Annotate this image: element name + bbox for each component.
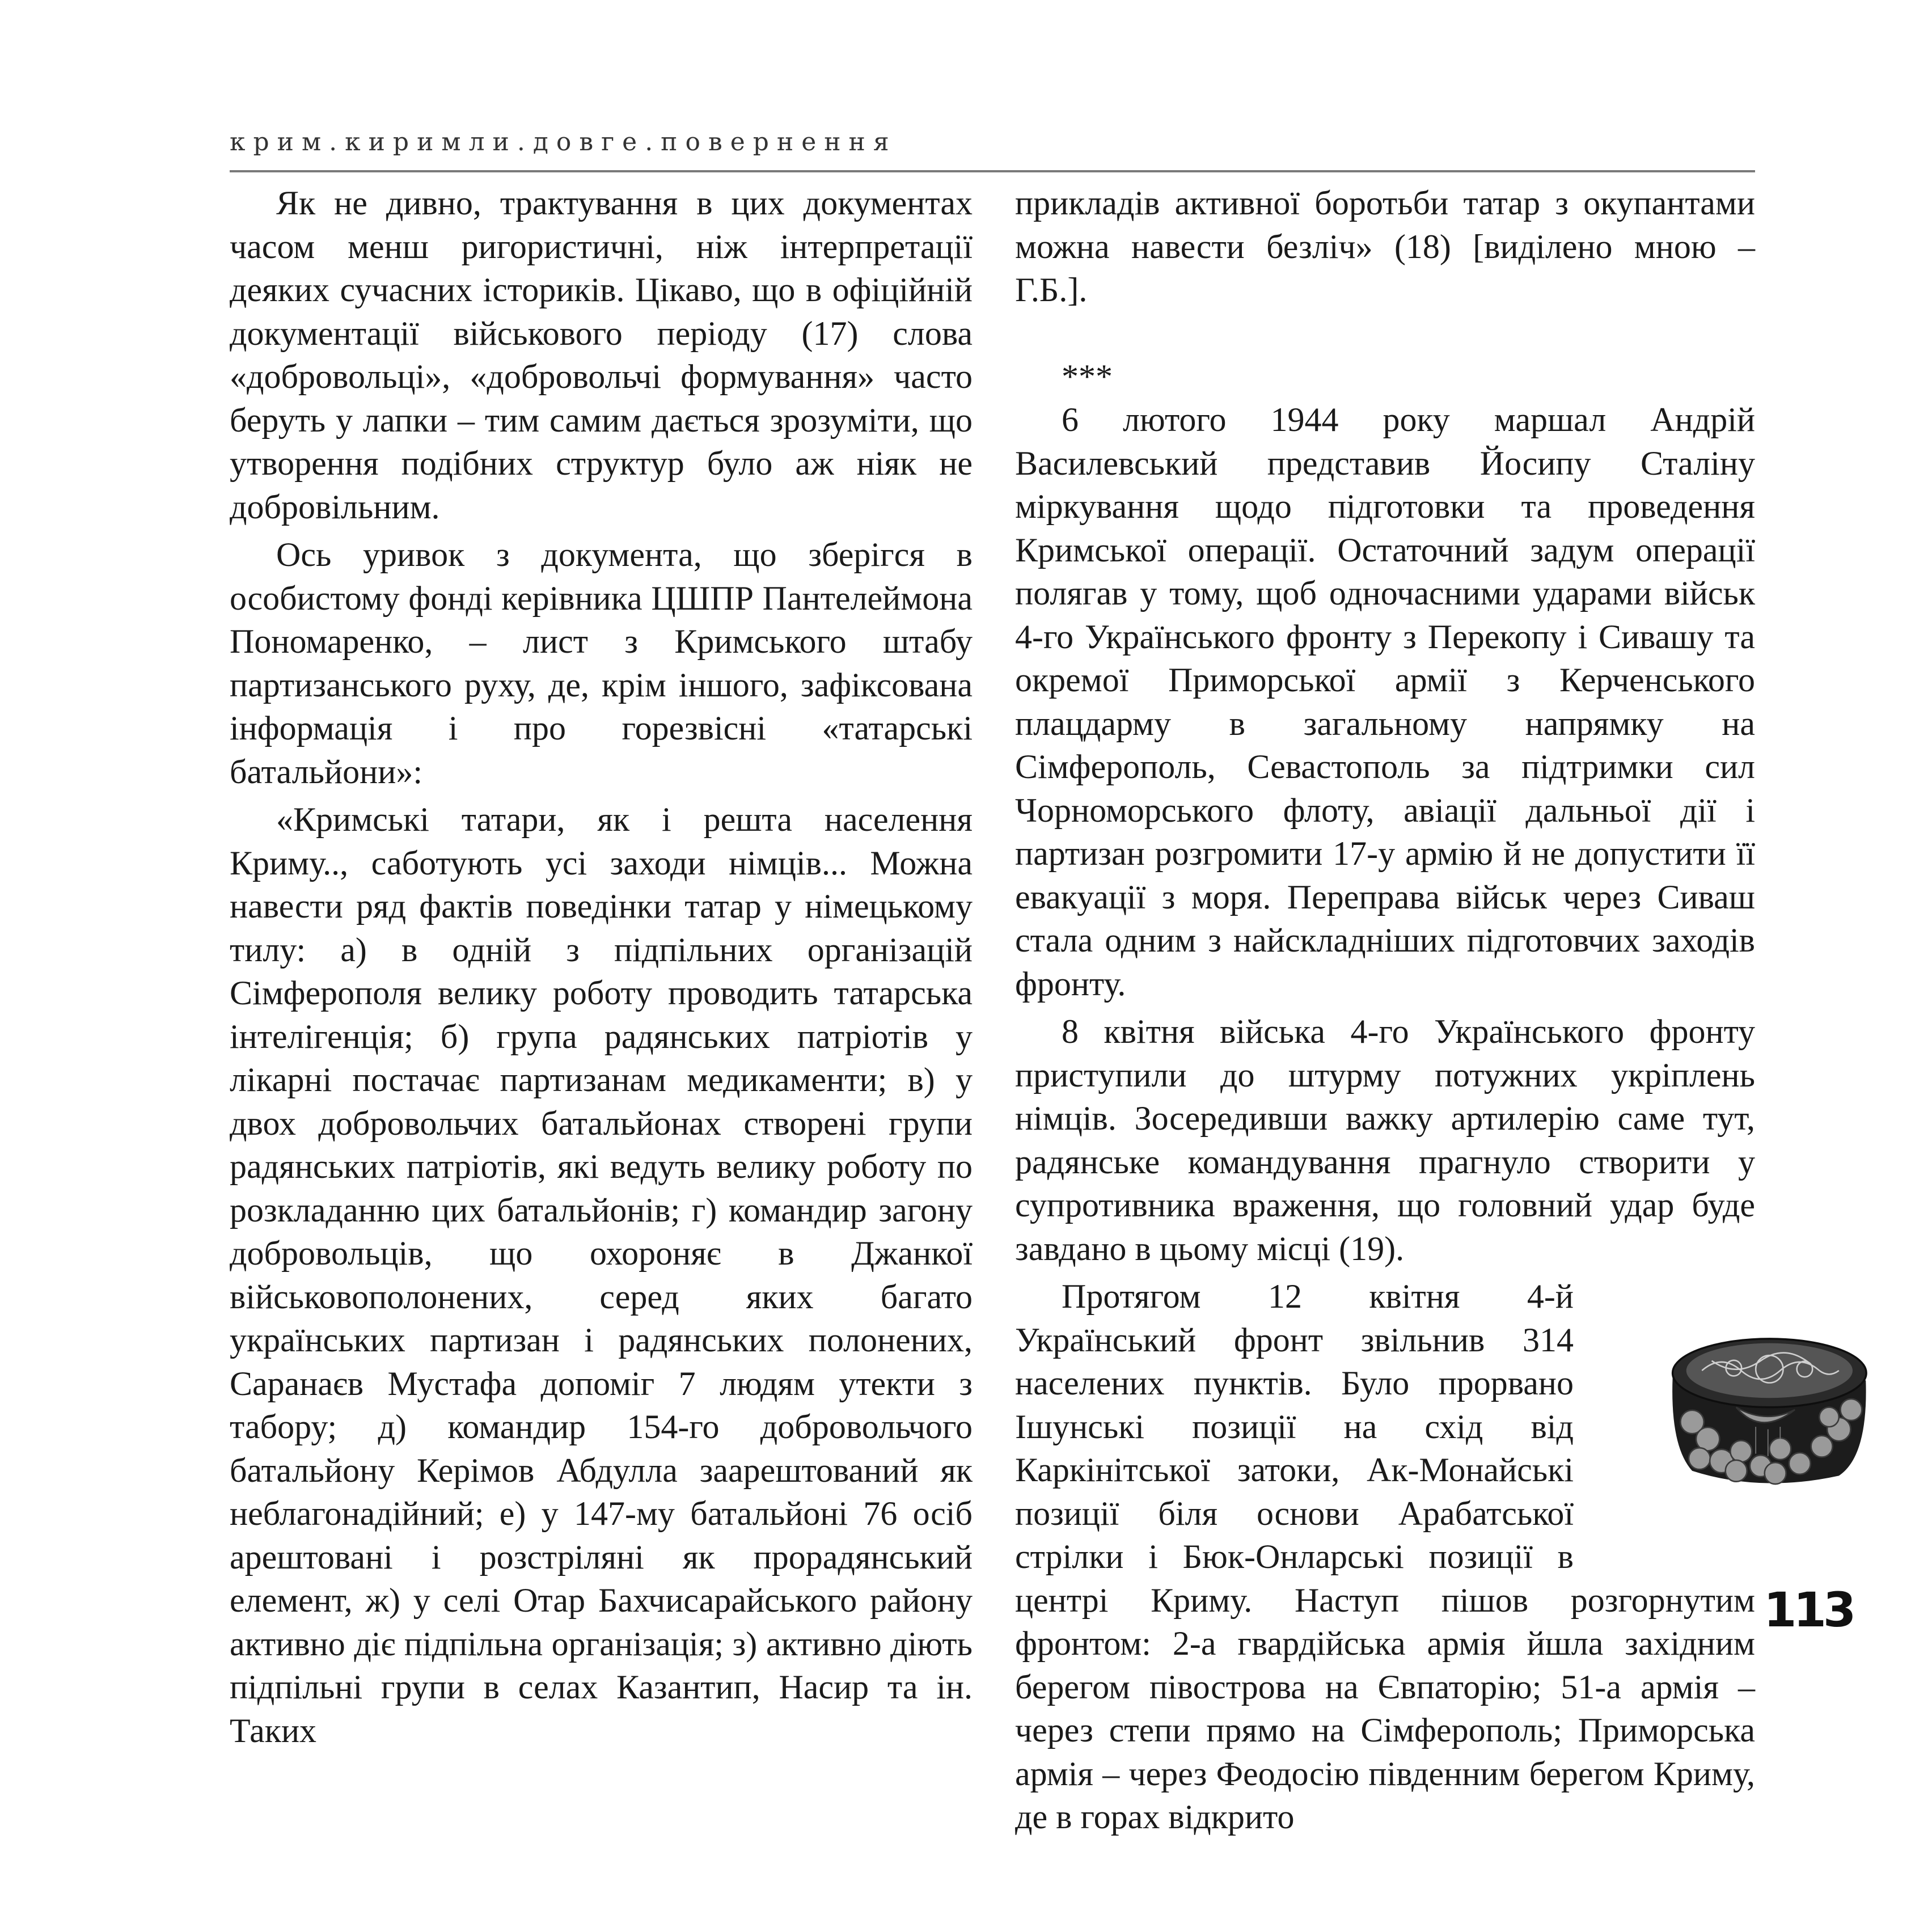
paragraph: Як не дивно, трактування в цих документах часом менш ригористичні, ніж інтерпретації деяких сучасних істориків. Цікаво, що в офіційній документації військового періоду (17) слова «добровольці», «добровольчі формування» часто беруть у лапки – тим самим дається зрозуміти, що утворення подібних структур було аж ніяк не добровільним. <box>230 184 973 526</box>
paragraph: 8 квітня війська 4-го Українського фронту приступили до штурму потужних укріплень німців. Зосередивши важку артилерію саме тут, радянське командування прагнуло створити у супротивника враження, що головний удар буде завдано в цьому місці (19). <box>1015 1013 1755 1267</box>
fez-hat-illustration <box>1659 1324 1897 1520</box>
section-separator: *** <box>1062 357 1113 395</box>
right-column <box>1015 181 1755 1839</box>
page-number: 113 <box>1764 1582 1853 1638</box>
paragraph-text: Протягом 12 квітня 4-й Український фронт звільнив 314 населених пунктів. Було прорвано Ішунські позиції на схід від Каркінітської затоки, Ак-Монайські позиції біля основи Арабатської стрілки і Бюк-Онларські позиції в центрі Криму. Наступ пішов розгорнутим фронтом: 2-а гвардійська армія йшла західним берегом півострова на Євпаторію; 51-а армія – через степи прямо на Сімферополь; Приморська армія – через Феодосію південним берегом Криму, де в горах відкрито <box>1015 1278 1755 1836</box>
paragraph-continuation: прикладів активної боротьби татар з окупантами можна навести безліч» (18) [виділено мною – Г.Б.]. <box>1015 184 1755 308</box>
header-rule <box>230 170 1755 172</box>
paragraph-with-illustration <box>1015 1275 1755 1839</box>
paragraph: Ось уривок з документа, що зберігся в особистому фонді керівника ЦШПР Пантелеймона Пономаренко, – лист з Кримського штабу партизанського руху, де, крім іншого, зафіксована інформація і про горезвісні «татарські батальйони»: <box>230 536 973 790</box>
quote-paragraph: «Кримські татари, як і решта населення Криму.., саботують усі заходи німців... Можна навести ряд фактів поведінки татар у німецькому тилу: а) в одній з підпільних організацій Сімферополя велику роботу проводить татарська інтелігенція; б) група радянських патріотів у лікарні постачає партизанам медикаменти; в) у двох добровольчих батальйонах створені групи радянських патріотів, які ведуть велику роботу по розкладанню цих батальйонів; г) командир загону добровольців, що охороняє в Джанкої військовополонених, серед яких багато українських партизан і радянських полонених, Саранаєв Мустафа допоміг 7 людям утекти з табору; д) командир 154-го добровольчого батальйону Керімов Абдулла заарештований як неблагонадійний; е) у 147-му батальйоні 76 осіб арештовані і розстріляні як прорадянський елемент, ж) у селі Отар Бахчисарайського району активно діє підпільна організація; з) активно діють підпільні групи в селах Казантип, Насир та ін. Таких <box>230 801 973 1749</box>
left-column <box>230 181 973 1752</box>
running-header: к р и м . к и р и м л и . д о в г е . п о в е р н е н н я <box>230 128 889 157</box>
paragraph: 6 лютого 1944 року маршал Андрій Василевський представив Йосипу Сталіну міркування щодо підготовки та проведення Кримської операції. Остаточний задум операції полягав у тому, щоб одночасними ударами військ 4-го Українського фронту з Перекопу і Сивашу та окремої Приморської армії з Керченського плацдарму в загальному напрямку на Сімферополь, Севастополь за підтримки сил Чорноморського флоту, авіації дальньої дії і партизан розгромити 17-у армію й не допустити її евакуації з моря. Переправа військ через Сиваш стала одним з найскладніших підготовчих заходів фронту. <box>1015 401 1755 1003</box>
